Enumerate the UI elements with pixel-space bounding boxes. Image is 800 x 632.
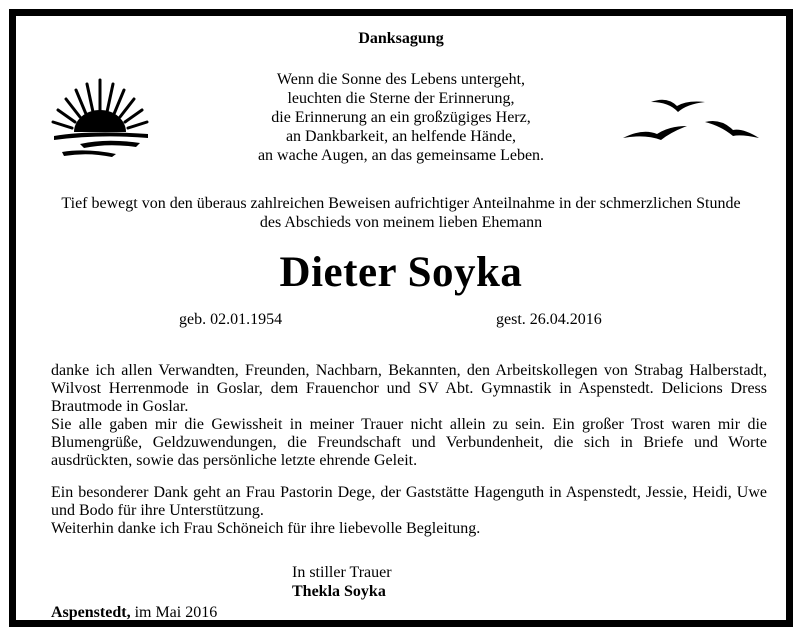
place-date (51, 604, 217, 622)
paragraph: Ein besonderer Dank geht an Frau Pastorin Dege, der Gaststätte Hagenguth in Aspenstedt, Jessie, Heidi, Uwe und Bodo für ihre Unterstützung. (51, 484, 767, 519)
poem-line: leuchten die Sterne der Erinnerung, (287, 90, 515, 107)
poem-line: die Erinnerung an ein großzügiges Herz, (271, 109, 531, 126)
heading: Danksagung (358, 30, 444, 47)
death-date: gest. 26.04.2016 (496, 311, 602, 328)
obituary-card (9, 9, 793, 627)
paragraph: danke ich allen Verwandten, Freunden, Nachbarn, Bekannten, den Arbeitskollegen von Strabag Halberstadt, Wilvost Herrenmode in Goslar, dem Frauenchor und SV Abt. Gymnastik in Aspenstedt. Delicions Dress Brautmode in Goslar. (51, 362, 767, 415)
thanks-text (51, 362, 767, 538)
poem (206, 70, 596, 165)
spacer (51, 470, 767, 484)
paragraph: Sie alle gaben mir die Gewissheit in meiner Trauer nicht allein zu sein. Ein großer Trost waren mir die Blumengrüße, Geldzuwendungen, die Freundschaft und Verbundenheit, die sich in Briefe und Worte ausdrückten, sowie das persönliche letzte ehrende Geleit. (51, 416, 767, 469)
place-month: im Mai 2016 (134, 604, 218, 621)
birds-icon (621, 92, 761, 148)
paragraph: Weiterhin danke ich Frau Schöneich für ihre liebevolle Begleitung. (51, 520, 481, 537)
sunset-icon (50, 72, 152, 164)
closing-line: In stiller Trauer (292, 564, 392, 581)
signer-name: Thekla Soyka (292, 583, 386, 600)
poem-line: Wenn die Sonne des Lebens untergeht, (276, 71, 526, 88)
deceased-name: Dieter Soyka (279, 249, 523, 296)
birth-date: geb. 02.01.1954 (179, 311, 283, 328)
place-town: Aspenstedt, (51, 604, 131, 621)
poem-line: an Dankbarkeit, an helfende Hände, (285, 128, 517, 145)
intro-text: Tief bewegt von den überaus zahlreichen Beweisen aufrichtiger Anteilnahme in der schmerzlichen Stunde des Abschieds von meinem lieben Ehemann (61, 195, 741, 231)
closing (292, 563, 392, 601)
poem-line: an wache Augen, an das gemeinsame Leben. (257, 147, 545, 164)
